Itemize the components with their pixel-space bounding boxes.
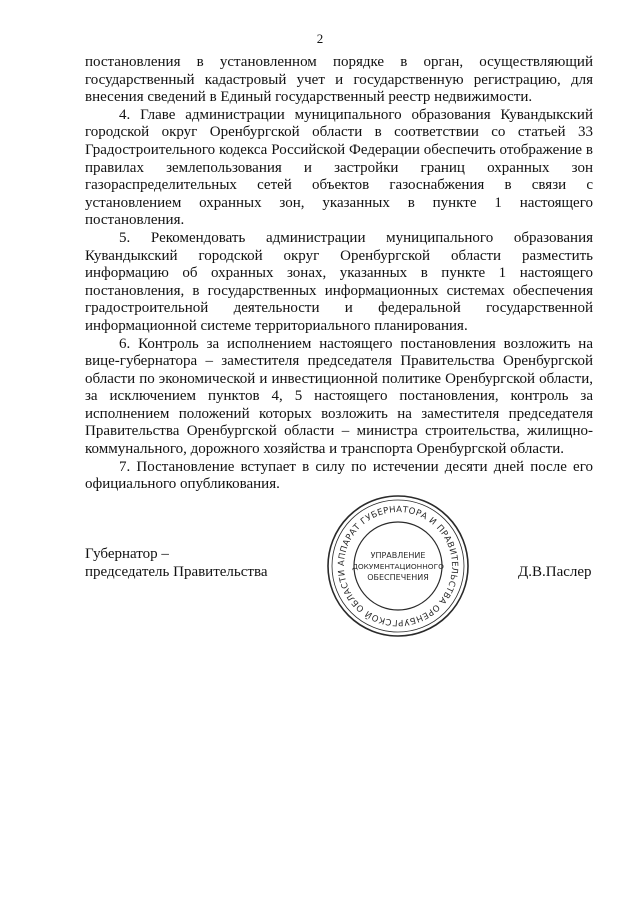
paragraph-item-4: 4. Главе администрации муниципального образования Кувандыкский городской округ Оренбургской области в соответствии со статьей 33 Градостроительного кодекса Российской Федерации обеспечить отображение в правилах землепользования и застройки границ охранных зон газораспределительных сетей объектов газоснабжения в связи с установлением охранных зон, указанных в пункте 1 настоящего постановления. [85, 106, 593, 229]
stamp-outer-text: АППАРАТ ГУБЕРНАТОРА И ПРАВИТЕЛЬСТВА ОРЕНБУРГСКОЙ ОБЛАСТИ [336, 504, 460, 628]
signatory-title-line-1: Губернатор – [85, 546, 169, 562]
stamp-inner-line-2: ДОКУМЕНТАЦИОННОГО [352, 562, 444, 571]
stamp-inner-line-1: УПРАВЛЕНИЕ [370, 551, 426, 560]
official-stamp [324, 492, 472, 640]
paragraph-item-6: 6. Контроль за исполнением настоящего постановления возложить на вице-губернатора – заместителя председателя Правительства Оренбургской области по экономической и инвестиционной политике Оренбургской области, за исключением пунктов 4, 5 настоящего постановления, контроль за исполнением положений которых возложить на заместителя председателя Правительства Оренбургской области – министра строительства, жилищно-коммунального, дорожного хозяйства и транспорта Оренбургской области. [85, 335, 593, 458]
document-body [85, 54, 593, 494]
paragraph-item-5: 5. Рекомендовать администрации муниципального образования Кувандыкский городской округ Оренбургской области разместить информацию об охранных зонах, указанных в пункте 1 настоящего постановления, в государственных информационных системах обеспечения градостроительной деятельности и федеральной государственной информационной системе территориального планирования. [85, 229, 593, 334]
page-number: 2 [316, 31, 324, 46]
signatory-name: Д.В.Паслер [518, 564, 592, 580]
paragraph-item-7: 7. Постановление вступает в силу по истечении десяти дней после его официального опубликования. [85, 458, 593, 493]
signatory-title-line-2: председатель Правительства [85, 563, 268, 580]
paragraph-continuation: постановления в установленном порядке в орган, осуществляющий государственный кадастровый учет и государственную регистрацию, для внесения сведений в Единый государственный реестр недвижимости. [85, 54, 593, 106]
signatory-title [85, 546, 268, 581]
stamp-inner-line-3: ОБЕСПЕЧЕНИЯ [367, 573, 429, 582]
